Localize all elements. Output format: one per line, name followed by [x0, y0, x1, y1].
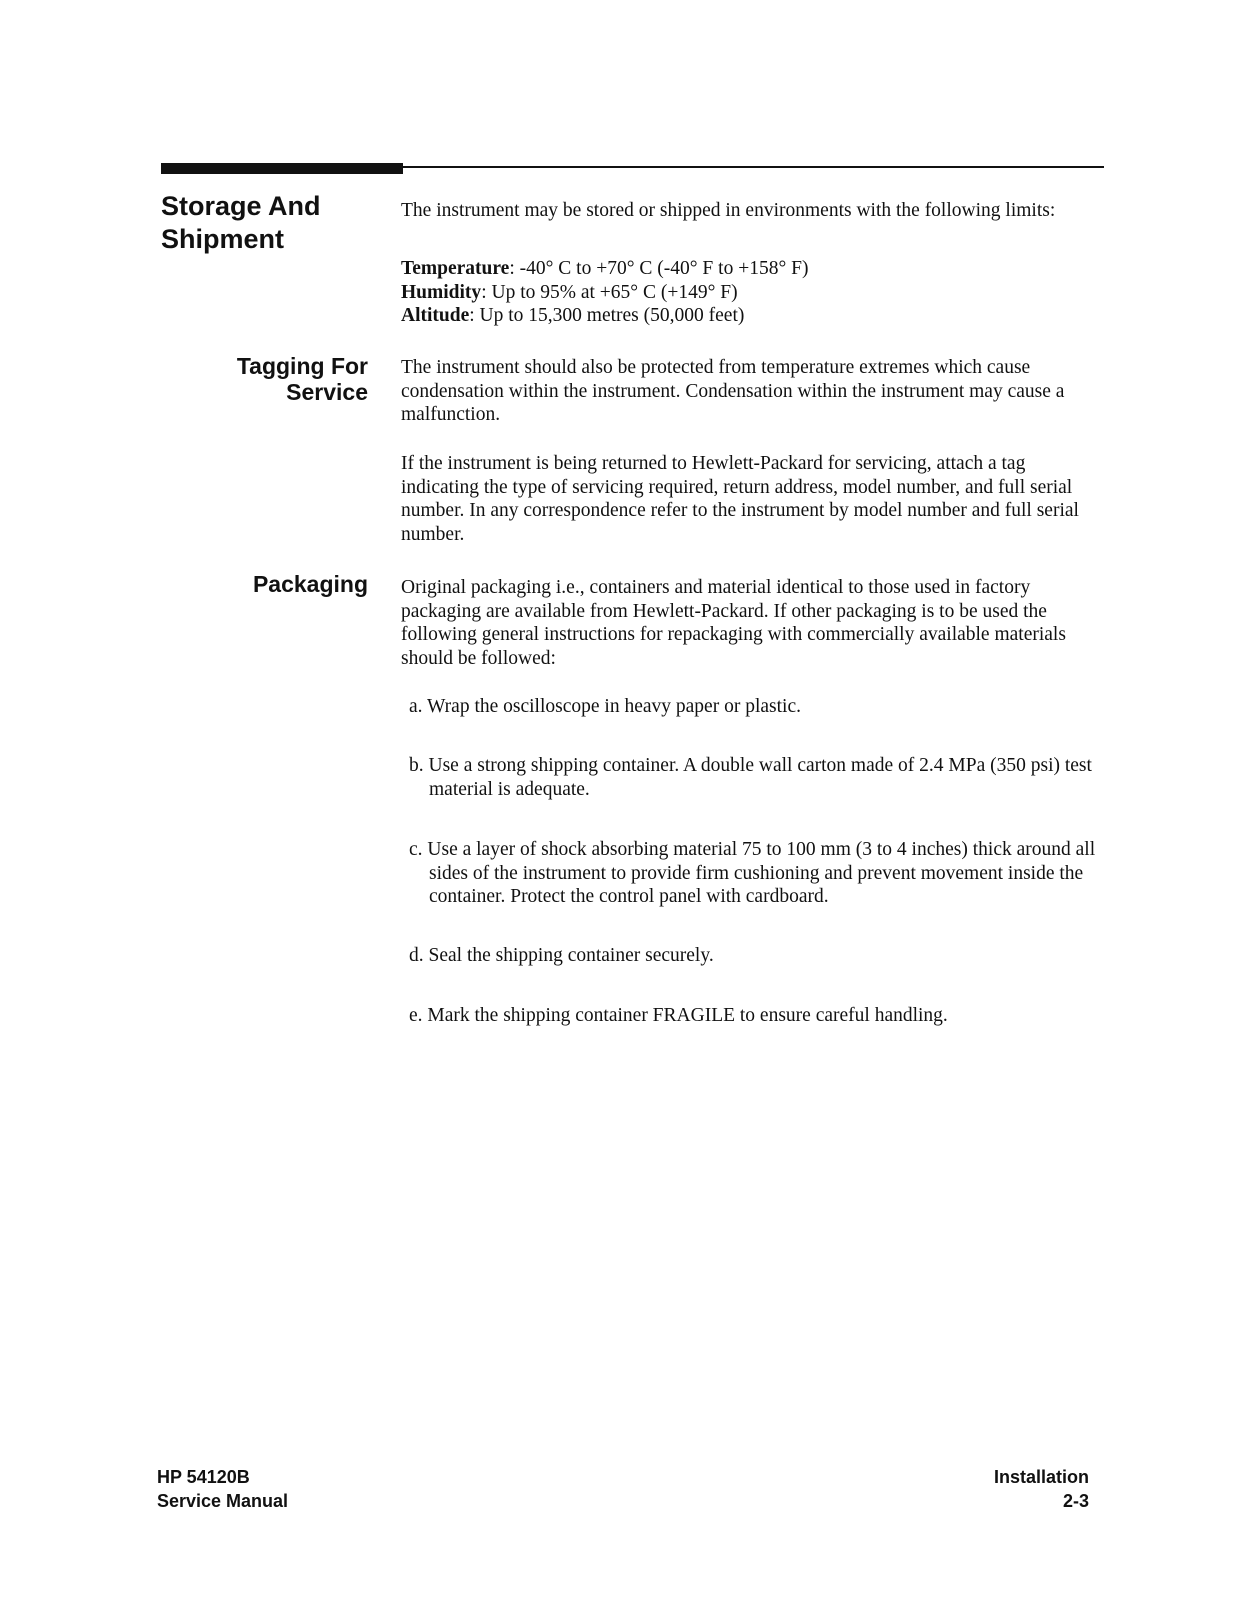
limit-altitude: Altitude: Up to 15,300 metres (50,000 feet): [401, 305, 745, 326]
list-item: c. Use a layer of shock absorbing material 75 to 100 mm (3 to 4 inches) thick around all sides of the instrument to provide firm cushioning and prevent movement inside the container. Protect the control panel with cardboard.: [409, 839, 1096, 907]
footer-left: [157, 1465, 288, 1513]
tagging-paragraph: If the instrument is being returned to Hewlett-Packard for servicing, attach a tag indicating the type of servicing required, return address, model number, and full serial number. In any correspondence refer to the instrument by model number and full serial number.: [401, 453, 1079, 545]
limit-temperature: Temperature: -40° C to +70° C (-40° F to +158° F): [401, 258, 809, 279]
intro-paragraph: The instrument may be stored or shipped in environments with the following limits:: [401, 200, 1056, 221]
list-item: d. Seal the shipping container securely.: [409, 945, 714, 966]
packaging-heading: Packaging: [252, 571, 368, 597]
condensation-paragraph: The instrument should also be protected from temperature extremes which cause condensation within the instrument. Condensation within the instrument may cause a malfunction.: [401, 357, 1065, 425]
footer-page-number: 2-3: [1062, 1491, 1089, 1511]
list-item: a. Wrap the oscilloscope in heavy paper or plastic.: [409, 696, 801, 717]
section-title: Storage And Shipment: [161, 191, 321, 254]
list-item: e. Mark the shipping container FRAGILE to ensure careful handling.: [409, 1005, 948, 1026]
list-item: b. Use a strong shipping container. A double wall carton made of 2.4 MPa (350 psi) test material is adequate.: [409, 755, 1092, 800]
packaging-paragraph: Original packaging i.e., containers and material identical to those used in factory packaging are available from Hewlett-Packard. If other packaging is to be used the following general instructions for repackaging with commercially available materials should be followed:: [401, 577, 1066, 669]
limit-humidity: Humidity: Up to 95% at +65° C (+149° F): [401, 281, 738, 303]
footer-manual: Service Manual: [157, 1491, 289, 1511]
footer-right: [994, 1465, 1089, 1513]
header-rule-bar: [161, 163, 403, 174]
limits-list: [401, 257, 1101, 328]
tagging-heading: Tagging For Service: [236, 353, 368, 405]
footer-chapter: Installation: [993, 1467, 1089, 1487]
footer-model: HP 54120B: [157, 1467, 250, 1487]
